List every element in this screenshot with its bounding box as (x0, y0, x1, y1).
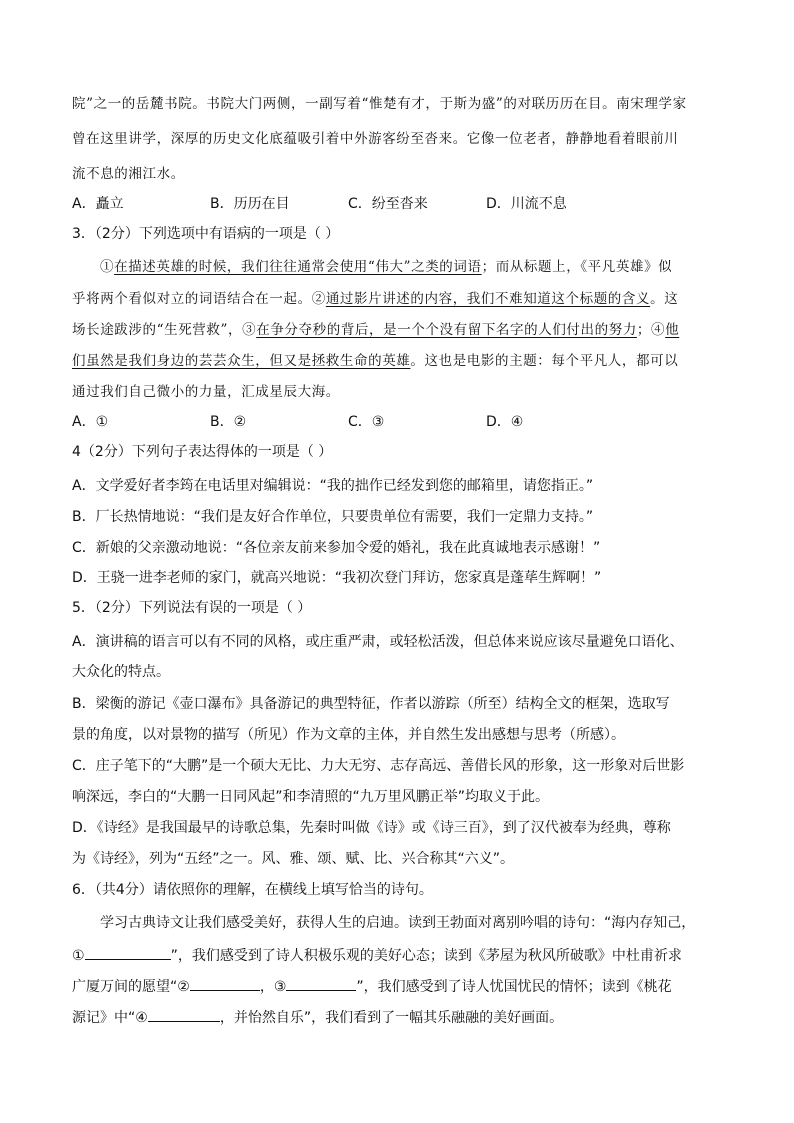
underlined-sentence-3: 在争分夺秒的背后，是一个个没有留下名字的人们付出的努力 (256, 322, 637, 338)
marker-2: ② (311, 291, 326, 307)
q5-option-b-line1: B．梁衡的游记《壶口瀑布》具备游记的典型特征，作者以游踪（所至）结构全文的框架，选取写 (72, 696, 670, 712)
q6-text: 广厦万间的愿望“ (72, 979, 178, 995)
blank-marker-2: ② (177, 979, 190, 995)
q6-text: ”，我们感受到了诗人忧国忧民的情怀；读到《桃花 (356, 979, 672, 995)
q3-option-d: D．④ (486, 414, 524, 430)
q5-option-c-line1: C．庄子笔下的“大鹏”是一个硕大无比、力大无穷、志存高远、善借长风的形象，这一形象对后世影 (72, 758, 685, 774)
q5-option-d-line2: 为《诗经》，列为“五经”之一。风、雅、颂、赋、比、兴合称其“六义”。 (72, 851, 515, 867)
q4-option-b: B．厂长热情地说：“我们是友好合作单位，只要贵单位有需要，我们一定鼎力支持。” (72, 509, 594, 525)
passage-line: 曾在这里讲学，深厚的历史文化底蕴吸引着中外游客纷至沓来。它像一位老者，静静地看着眼前川 (72, 131, 679, 147)
q3-option-c: C．③ (348, 414, 385, 430)
blank-marker-4: ④ (135, 1010, 148, 1026)
passage-text: ； (636, 322, 652, 338)
q3-passage-line (72, 320, 679, 340)
q2-option-d: D．川流不息 (486, 196, 567, 212)
passage-text: 乎将两个看似对立的词语结合在一起。 (72, 291, 312, 307)
passage-line: 院”之一的岳麓书院。书院大门两侧，一副写着“惟楚有才，于斯为盛”的对联历历在目。南宋理学家 (72, 96, 687, 112)
q3-option-a: A．① (72, 414, 109, 430)
passage-text: 。这 (650, 291, 679, 307)
underlined-sentence-1: 在描述英雄的时候，我们往往通常会使用“伟大”之类的词语 (114, 259, 482, 275)
answer-blank-1[interactable] (85, 944, 171, 960)
q5-stem: 5．（2分）下列说法有误的一项是（ ） (72, 600, 312, 616)
underlined-sentence-4b: 们虽然是我们身边的芸芸众生，但又是拯救生命的英雄 (72, 353, 411, 369)
marker-3: ③ (242, 322, 257, 338)
q5-option-a-line2: 大众化的特点。 (72, 664, 170, 680)
marker-4: ④ (651, 322, 666, 338)
q6-stem: 6．（共4分）请依照你的理解，在横线上填写恰当的诗句。 (72, 882, 433, 898)
passage-text: 。这也是电影的主题：每个平凡人，都可以 (410, 353, 679, 369)
q4-option-d: D．王骁一进李老师的家门，就高兴地说：“我初次登门拜访，您家真是蓬荜生辉啊！” (72, 570, 602, 586)
q3-passage-line (72, 289, 678, 309)
q3-stem: 3．（2分）下列选项中有语病的一项是（ ） (72, 226, 340, 242)
q5-option-b-line2: 景的角度，以对景物的描写（所见）作为文章的主体，并自然生发出感想与思考（所感）。 (72, 727, 625, 743)
q5-option-c-line2: 响深远，李白的“大鹏一日同风起”和李清照的“九万里风鹏正举”均取义于此。 (72, 789, 550, 805)
q6-text: 源记》中“ (72, 1010, 136, 1026)
answer-blank-3[interactable] (286, 975, 356, 991)
q6-text: ”，我们感受到了诗人积极乐观的美好心态；读到《茅屋为秋风所破歌》中杜甫祈求 (170, 948, 682, 964)
q5-option-d-line1: D．《诗经》是我国最早的诗歌总集，先秦时叫做《诗》或《诗三百》，到了汉代被奉为经典，尊称 (72, 820, 671, 836)
marker-1: ① (100, 259, 115, 275)
q3-passage-line: 通过我们自己微小的力量，汇成星辰大海。 (72, 384, 340, 400)
q2-option-b: B．历历在目 (210, 196, 290, 212)
blank-marker-1: ① (72, 948, 85, 964)
q4-option-a: A．文学爱好者李筠在电话里对编辑说：“我的拙作已经发到您的邮箱里，请您指正。” (72, 478, 594, 494)
q6-text-line (72, 944, 682, 966)
blank-marker-3: ③ (273, 979, 287, 995)
q6-text-line: 学习古典诗文让我们感受美好，获得人生的启迪。读到王勃面对离别吟唱的诗句：“海内存知己， (100, 915, 696, 931)
passage-text: ；而从标题上，《平凡英雄》似 (481, 259, 673, 275)
q2-option-c: C．纷至沓来 (348, 196, 428, 212)
q6-text: ，并怡然自乐”，我们看到了一幅其乐融融的美好画面。 (219, 1010, 564, 1026)
q3-option-b: B．② (210, 414, 247, 430)
q4-option-c: C．新娘的父亲激动地说：“各位亲友前来参加令爱的婚礼，我在此真诚地表示感谢！” (72, 540, 601, 556)
passage-line: 流不息的湘江水。 (72, 166, 185, 182)
answer-blank-2[interactable] (190, 975, 260, 991)
q2-option-a: A．矗立 (72, 196, 124, 212)
q6-text-line (72, 1006, 563, 1028)
q6-text: ， (259, 979, 274, 995)
underlined-sentence-2: 通过影片讲述的内容，我们不难知道这个标题的含义 (325, 291, 651, 307)
q4-stem: 4（2分）下列句子表达得体的一项是（ ） (72, 444, 333, 460)
q6-text-line (72, 975, 672, 997)
answer-blank-4[interactable] (148, 1006, 220, 1022)
q3-passage-line (100, 257, 672, 277)
passage-text: 场长途跋涉的“生死营救”， (72, 322, 243, 338)
underlined-sentence-4a: 他 (665, 322, 680, 338)
q3-passage-line (72, 351, 678, 371)
q5-option-a-line1: A．演讲稿的语言可以有不同的风格，或庄重严肃，或轻松活泼，但总体来说应该尽量避免口语化、 (72, 634, 684, 650)
